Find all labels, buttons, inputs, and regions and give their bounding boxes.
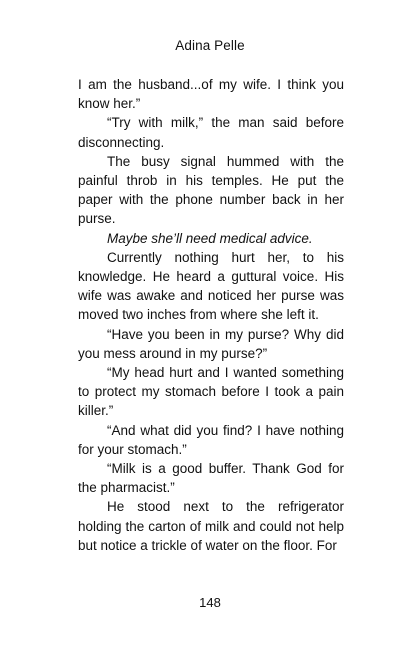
running-header-author: Adina Pelle <box>175 38 245 53</box>
paragraph: I am the husband...of my wife. I think you know her.” <box>78 77 344 112</box>
paragraph: “Try with milk,” the man said before disconnecting. <box>78 115 344 150</box>
paragraph: “Milk is a good buffer. Thank God for the pharmacist.” <box>78 461 344 496</box>
page-number: 148 <box>199 595 221 610</box>
body-text <box>78 75 344 555</box>
paragraph: “Have you been in my purse? Why did you mess around in my purse?” <box>78 326 344 361</box>
paragraph: “My head hurt and I wanted something to protect my stomach before I took a pain killer.” <box>78 365 344 419</box>
italic-thought-paragraph: Maybe she’ll need medical advice. <box>107 230 313 246</box>
paragraph: The busy signal hummed with the painful throb in his temples. He put the paper with the phone number back in her purse. <box>78 153 344 227</box>
paragraph: He stood next to the refrigerator holding the carton of milk and could not help but notice a trickle of water on the floor. For <box>78 499 344 553</box>
paragraph: “And what did you find? I have nothing for your stomach.” <box>78 422 344 457</box>
paragraph: Currently nothing hurt her, to his knowledge. He heard a guttural voice. His wife was awake and noticed her purse was moved two inches from where she left it. <box>78 249 344 323</box>
